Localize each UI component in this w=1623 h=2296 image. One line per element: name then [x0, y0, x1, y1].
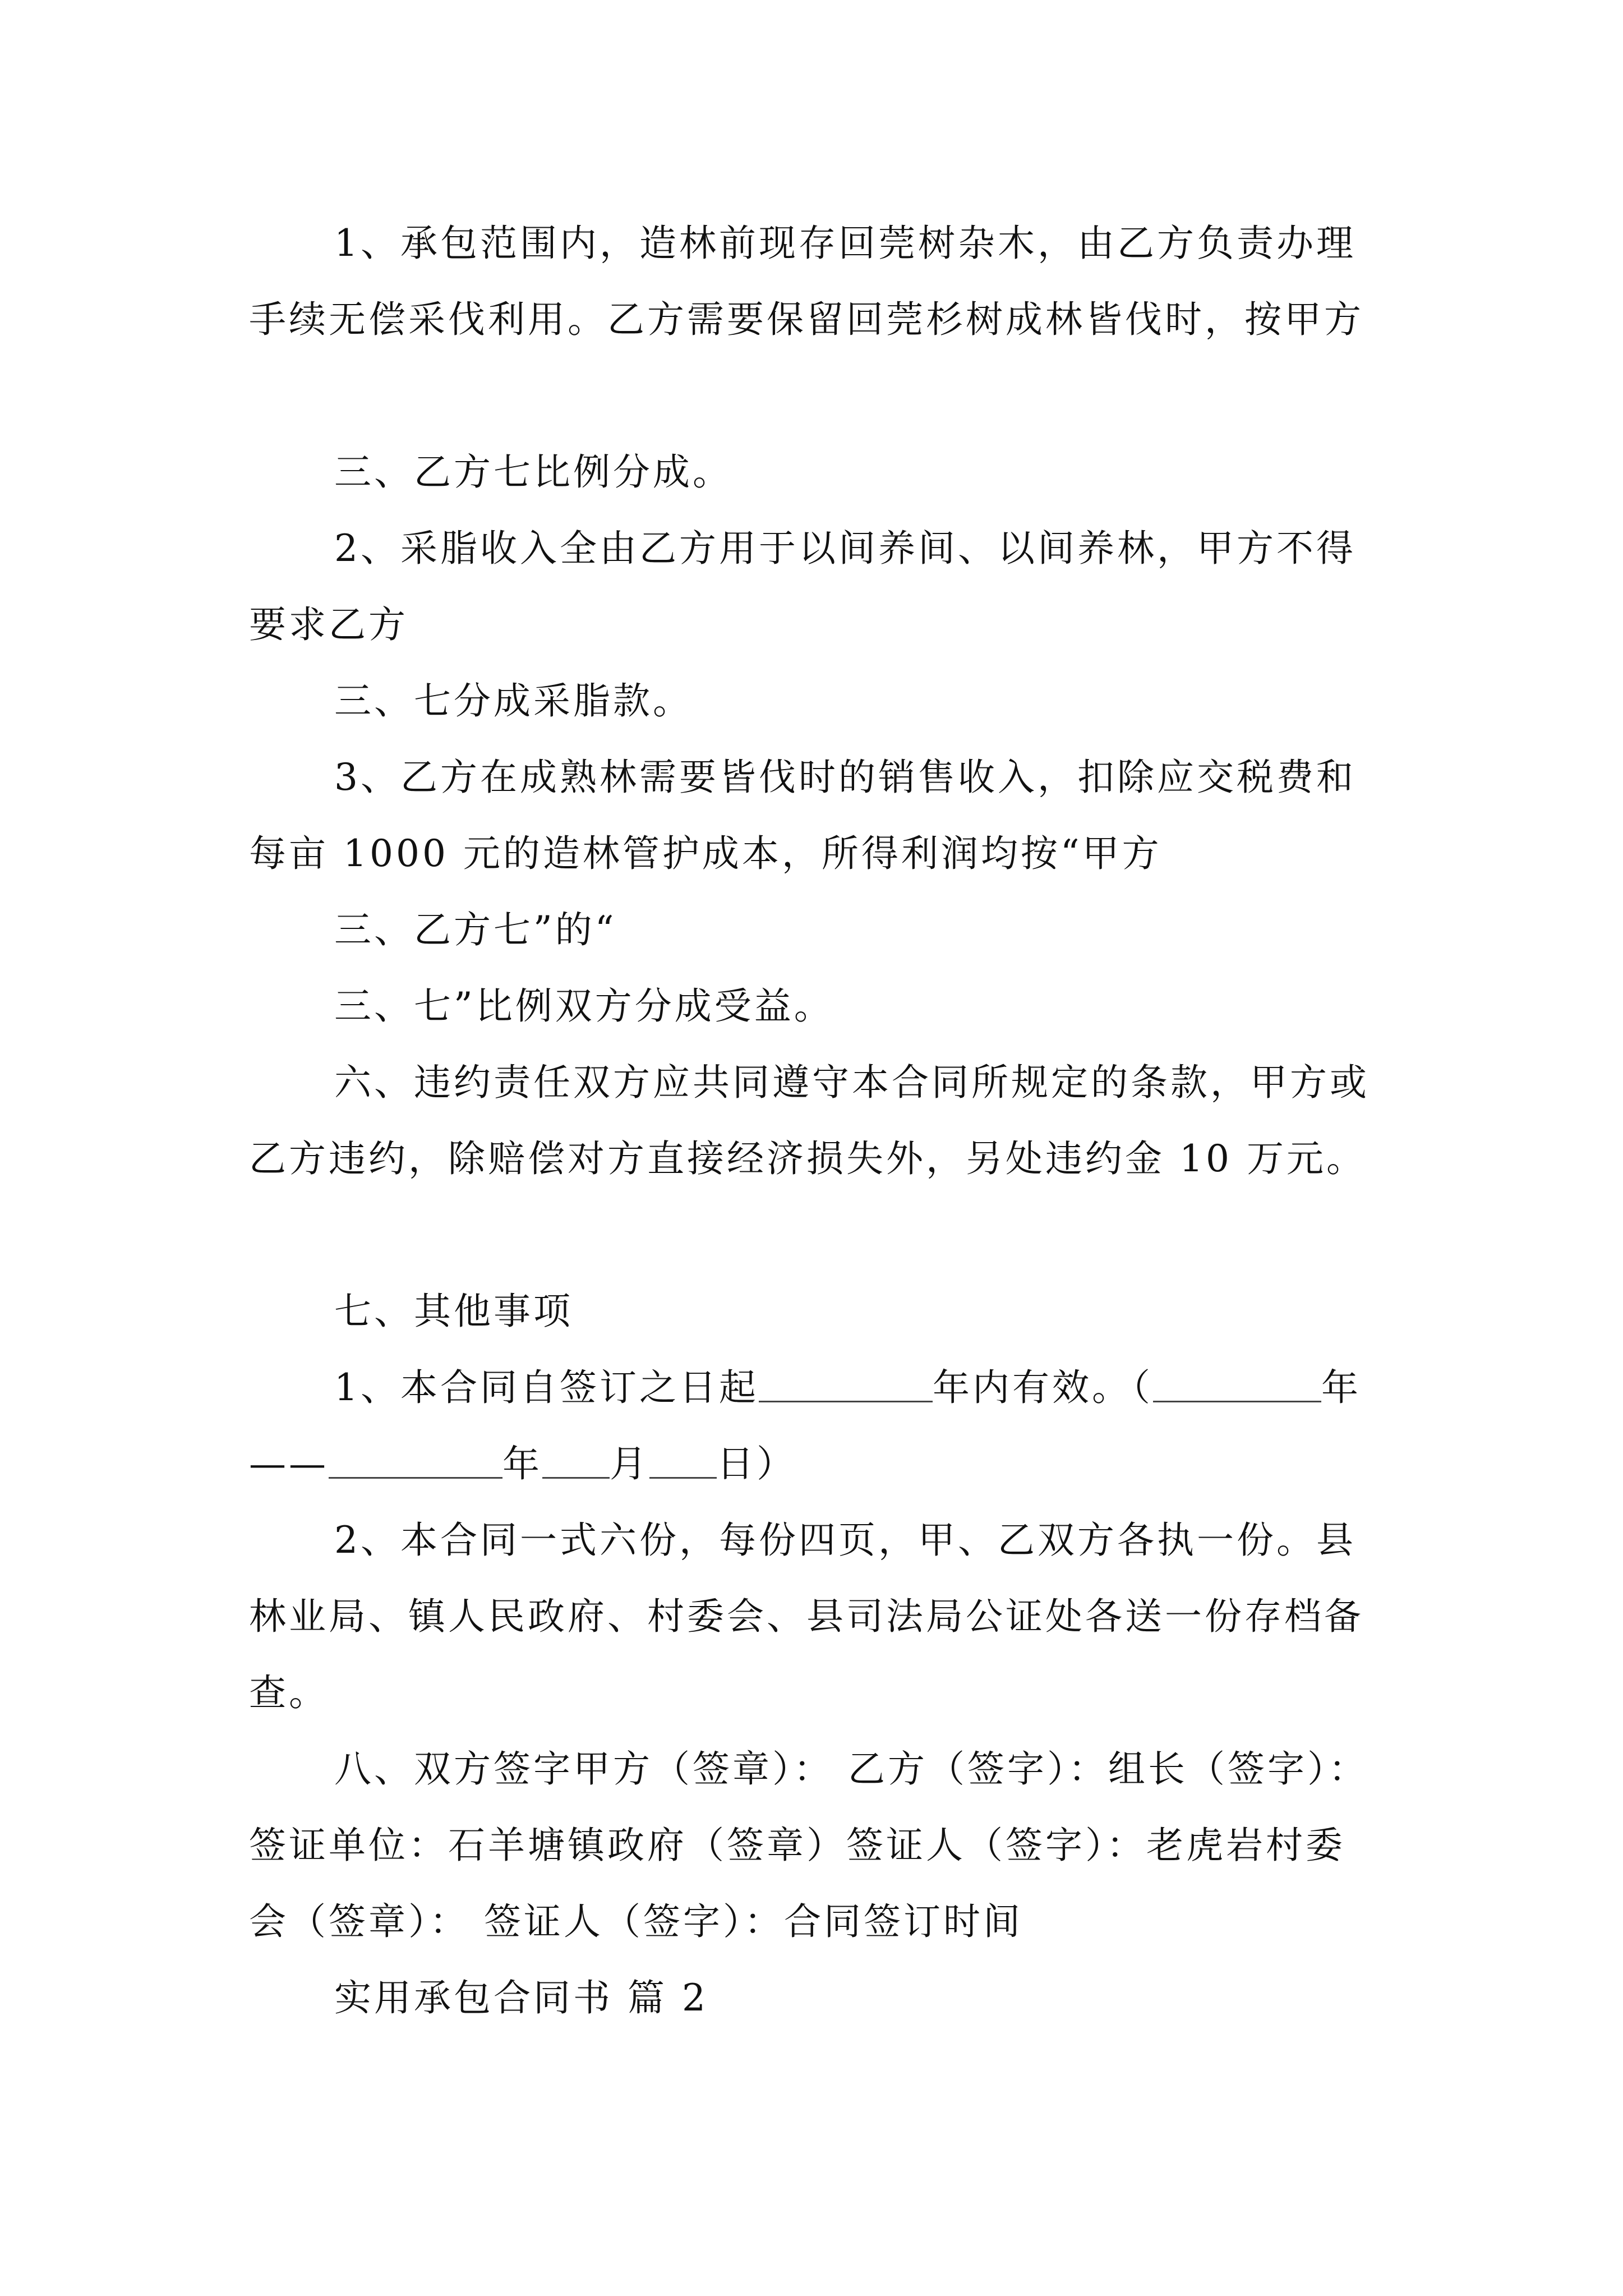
blank-end-year	[329, 1443, 502, 1479]
paragraph-validity	[249, 1350, 1382, 1502]
paragraph-clause-3: 3、乙方在成熟林需要皆伐时的销售收入，扣除应交税费和每亩 1000 元的造林管护成本，所得利润均按“甲方	[249, 756, 1356, 875]
validity-text-3: 年——	[249, 1366, 1361, 1485]
paragraph-ratio-2: 三、七分成采脂款。	[334, 679, 693, 723]
blank-years	[759, 1367, 933, 1402]
section-heading-other-matters: 七、其他事项	[334, 1290, 573, 1333]
paragraph-liability: 六、违约责任双方应共同遵守本合同所规定的条款，甲方或乙方违约，除赔偿对方直接经济损失外，另处违约金 10 万元。	[249, 1061, 1370, 1180]
validity-text-1: 1、本合同自签订之日起	[334, 1366, 759, 1409]
blank-end-month	[542, 1443, 610, 1479]
paragraph-ratio-4: 三、七”比例双方分成受益。	[334, 984, 834, 1028]
paragraph-ratio-3: 三、乙方七”的“	[334, 908, 617, 951]
validity-text-4: 年	[502, 1442, 542, 1485]
paragraph-signatures: 八、双方签字甲方（签章）： 乙方（签字）：组长（签字）：签证单位：石羊塘镇政府（签章）签证人（签字）：老虎岩村委会（签章）： 签证人（签字）：合同签订时间	[249, 1747, 1368, 1943]
paragraph-copies: 2、本合同一式六份，每份四页，甲、乙双方各执一份。县林业局、镇人民政府、村委会、县司法局公证处各送一份存档备查。	[249, 1519, 1364, 1714]
blank-start-year	[1153, 1367, 1321, 1402]
validity-text-6: 日）	[717, 1442, 796, 1485]
validity-text-2: 年内有效。（	[933, 1366, 1153, 1409]
paragraph-ratio-1: 三、乙方七比例分成。	[334, 450, 732, 494]
validity-text-5: 月	[610, 1442, 649, 1485]
paragraph-clause-1: 1、承包范围内，造林前现存回莞树杂木，由乙方负责办理手续无偿采伐利用。乙方需要保留回莞杉树成林皆伐时，按甲方	[249, 222, 1364, 341]
paragraph-clause-2: 2、采脂收入全由乙方用于以间养间、以间养林，甲方不得要求乙方	[249, 527, 1356, 646]
blank-end-day	[649, 1443, 717, 1479]
section-heading-next-contract: 实用承包合同书 篇 2	[334, 1976, 708, 2019]
